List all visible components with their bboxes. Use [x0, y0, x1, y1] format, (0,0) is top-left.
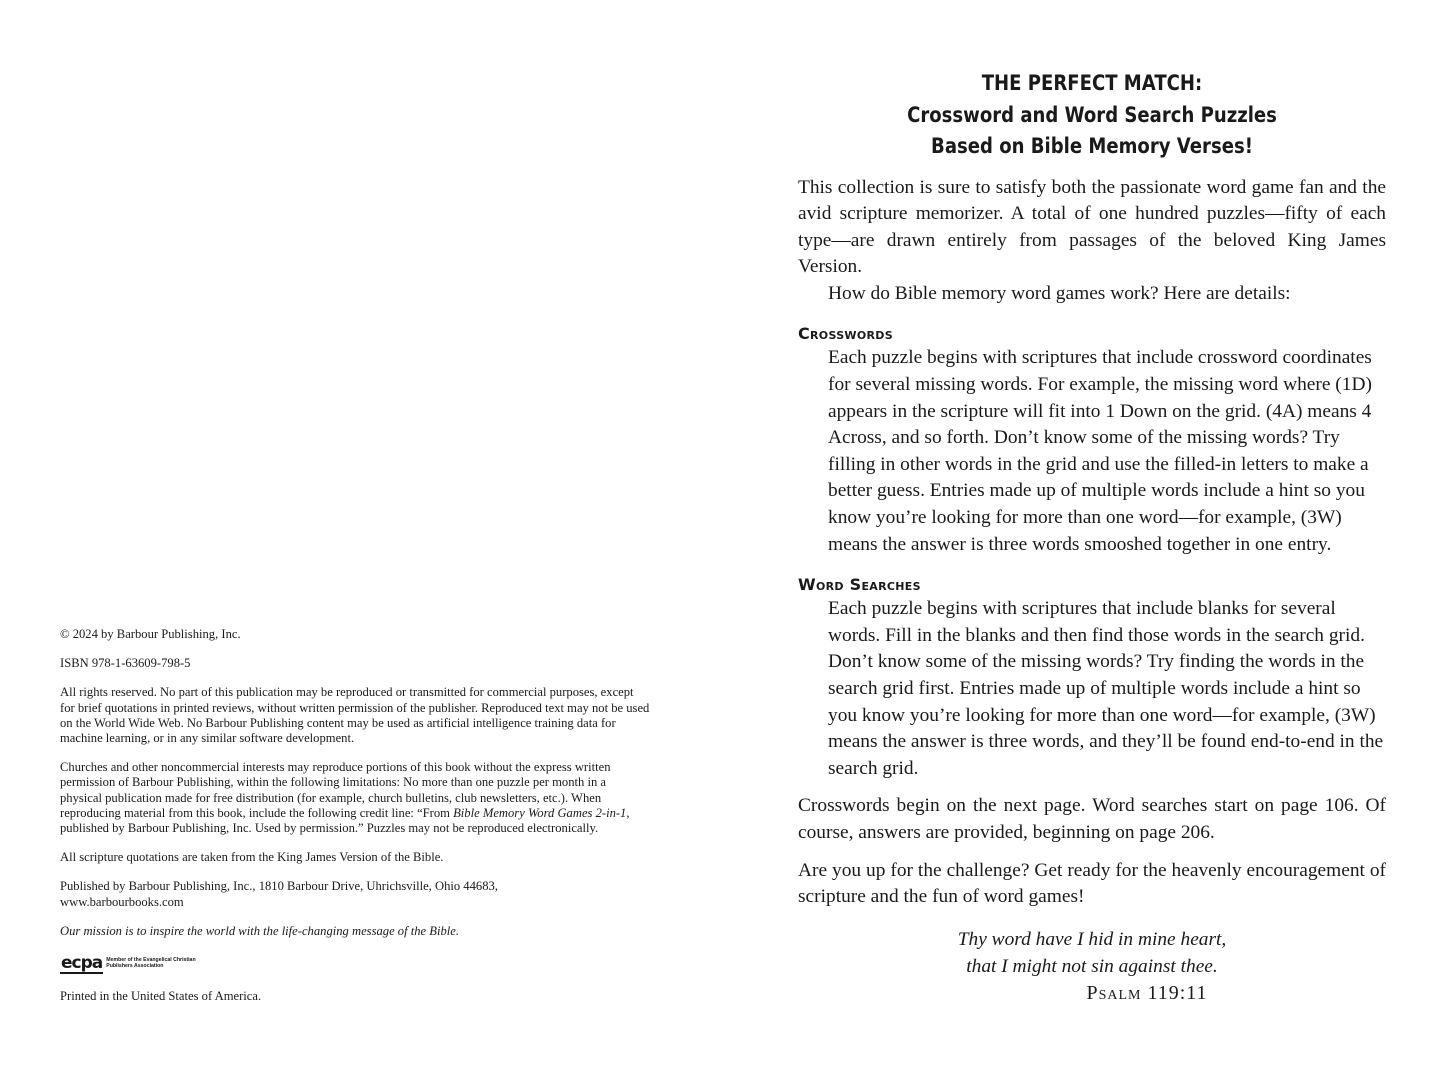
ecpa-logo	[60, 951, 650, 977]
crosswords-body: Each puzzle begins with scriptures that include crossword coordinates for several missing words. For example, the missing word where (1D) appears in the scripture will fit into 1 Down on the grid. (4A) means 4 Across, and so forth. Don’t know some of the missing words? Try filling in other words in the grid and use the filled-in letters to make a better guess. Entries made up of multiple words include a hint so you know you’re looking for more than one word—for example, (3W) means the answer is three words smooshed together in one entry.	[828, 347, 1372, 555]
title-line-2: Crossword and Word Search Puzzles	[907, 102, 1277, 127]
verse-line-1: Thy word have I hid in mine heart,	[957, 928, 1227, 950]
copyright-page	[60, 627, 650, 1018]
scripture-note: All scripture quotations are taken from the King James Version of the Bible.	[60, 850, 444, 865]
ecpa-mark: ecpa	[61, 953, 103, 974]
how-paragraph: How do Bible memory word games work? Here are details:	[828, 282, 1291, 304]
pages-note: Crosswords begin on the next page. Word searches start on page 106. Of course, answers are provided, beginning on page 206.	[798, 795, 1386, 843]
verse-quote	[798, 926, 1386, 980]
rights-paragraph: All rights reserved. No part of this publication may be reproduced or transmitted for commercial purposes, except for brief quotations in printed reviews, without written permission of the publisher. Reproduced text may not be used on the World Wide Web. No Barbour Publishing content may be used as artificial intelligence training data for machine learning, or in any similar software development.	[60, 685, 650, 746]
printed-in: Printed in the United States of America.	[60, 989, 262, 1004]
wordsearch-heading: Word Searches	[798, 575, 921, 595]
intro-page	[798, 68, 1386, 1007]
page-title	[839, 68, 1345, 163]
book-title-credit: Bible Memory Word Games 2-in-1,	[453, 805, 630, 820]
verse-line-2: that I might not sin against thee.	[966, 955, 1218, 977]
churches-paragraph	[60, 760, 650, 836]
verse-reference: Psalm 119:11	[1086, 981, 1208, 1004]
copyright-line: © 2024 by Barbour Publishing, Inc.	[60, 627, 241, 641]
intro-paragraph: This collection is sure to satisfy both the passionate word game fan and the avid scripture memorizer. A total of one hundred puzzles—fifty of each type—are drawn entirely from passages of the beloved King James Version.	[798, 176, 1386, 278]
wordsearch-body: Each puzzle begins with scriptures that include blanks for several words. Fill in the blanks and then find those words in the search grid. Don’t know some of the missing words? Try finding the words in the search grid first. Entries made up of multiple words include a hint so you know you’re looking for more than one word—for example, (3W) means the answer is three words, and they’ll be found end-to-end in the search grid.	[828, 598, 1384, 779]
crosswords-heading: Crosswords	[798, 324, 893, 344]
title-line-1: THE PERFECT MATCH:	[981, 71, 1203, 95]
isbn-line: ISBN 978-1-63609-798-5	[60, 656, 191, 671]
ecpa-member-text: Member of the Evangelical Christian Publishers Association	[106, 957, 196, 970]
title-line-3: Based on Bible Memory Verses!	[931, 134, 1253, 158]
mission-statement: Our mission is to inspire the world with the life-changing message of the Bible.	[60, 923, 460, 938]
churches-text-2: published by Barbour Publishing, Inc. Used by permission.” Puzzles may not be reproduced electronically.	[60, 821, 599, 836]
churches-text-1: Churches and other noncommercial interests may reproduce portions of this book without the express written permission of Barbour Publishing, within the following limitations: No more than one puzzle per month in a physical publication made for free distribution (for example, church bulletins, club newsletters, etc.). When reproducing material from this book, include the following credit line: “From	[60, 760, 611, 820]
published-by: Published by Barbour Publishing, Inc., 1810 Barbour Drive, Uhrichsville, Ohio 44683,	[60, 879, 498, 894]
website-link: www.barbourbooks.com	[60, 894, 184, 909]
challenge-paragraph: Are you up for the challenge? Get ready for the heavenly encouragement of scripture and the fun of word games!	[798, 859, 1386, 908]
publisher-address	[60, 879, 650, 909]
